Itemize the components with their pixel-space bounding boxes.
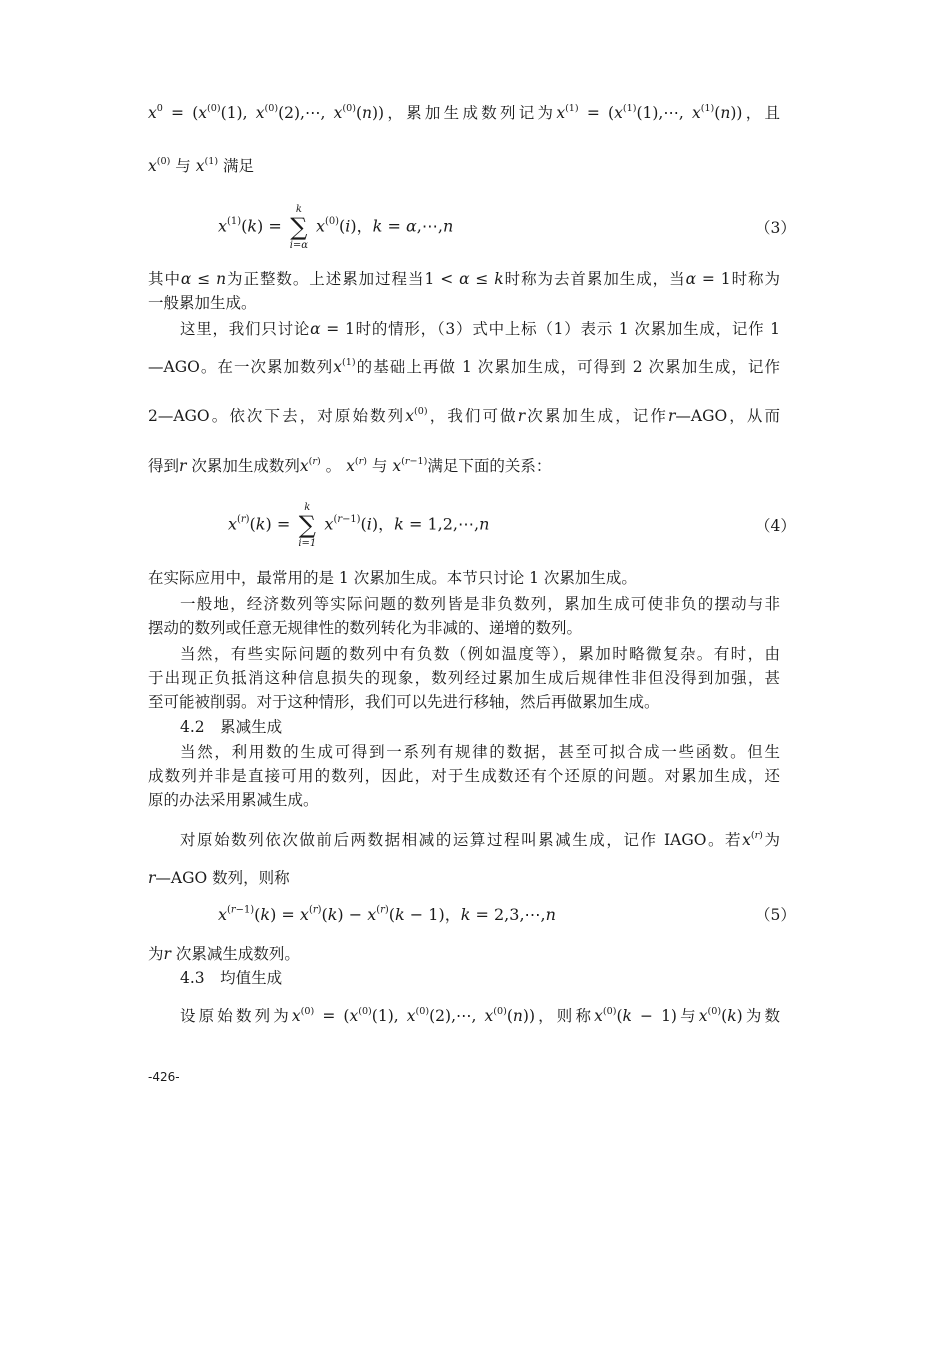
separator: ， [356,216,373,236]
text: 时的情形，（3）式中上标（1）表示 1 次累加生成，记作 1 [354,320,780,338]
text: 对原始数列依次做前后两数据相减的运算过程叫累减生成，记作 IAGO。若 [180,831,743,849]
text: 得到 [148,457,180,475]
text: 为正整数。上述累加过程当 [226,270,425,288]
separator: ， [378,514,395,534]
paragraph-line: 当然，利用数的生成可得到一系列有规律的数据，甚至可拟合成一些函数。但生 [180,743,780,761]
equation-number: （5） [755,906,796,924]
text: 为数 [742,1007,780,1025]
text: ，累加生成数列记为 [384,104,557,122]
paragraph-line: 于出现正负抵消这种信息损失的现象，数列经过累加生成后规律性非但没得到加强，甚 [148,669,780,687]
separator: ， [444,905,461,924]
paragraph-line: 原的办法采用累减生成。 [148,791,319,809]
paragraph-line: 一般累加生成。 [148,294,257,312]
text: 2—AGO。依次下去，对原始数列 [148,407,406,425]
page-number: -426- [148,1070,180,1084]
text: 与 [371,457,388,475]
paragraph-line: 在实际应用中，最常用的是 1 次累加生成。本节只讨论 1 次累加生成。 [148,569,637,587]
text: ，我们可做 [427,407,518,425]
equation-5: $x^{(r-1)}(k) = x^{(r)}(k) - x^{(r)}(k - 1)$，k = 2,3,⋯,n [218,904,556,924]
text: 次累减生成数列。 [175,945,300,963]
text: 次累加生成，记作 [525,407,668,425]
text: ，且 [742,104,780,122]
paragraph-line: —AGO。在一次累加数列$x^{(1)}$的基础上再做 1 次累加生成，可得到 2 次累加生成，记作 [148,356,780,376]
equation-number: （4） [755,517,796,535]
text: —AGO 数列，则称 [155,869,290,887]
equation-number: （3） [755,219,796,237]
text: —AGO，从而 [675,407,780,425]
text: 次累加生成数列 [191,457,300,475]
section-heading: 4.3 均值生成 [180,969,283,987]
text: 满足下面的关系： [427,457,552,475]
text: 与 [175,157,191,175]
text: 为 [148,945,164,963]
text: 这里，我们只讨论 [180,320,311,338]
paragraph-line: $x^{(0)}$ 与 $x^{(1)}$ 满足 [148,155,255,175]
paragraph-line: 其中α ≤ n为正整数。上述累加过程当1 < α ≤ k时称为去首累加生成，当α = 1时称为 [148,270,781,288]
paragraph-line: 成数列并非是直接可用的数列，因此，对于生成数还有个还原的问题。对累加生成，还 [148,767,780,785]
paragraph-line: 至可能被削弱。对于这种情形，我们可以先进行移轴，然后再做累加生成。 [148,693,660,711]
text: 与 [676,1007,699,1025]
text: 其中 [148,270,181,288]
paragraph-line: 一般地，经济数列等实际问题的数列皆是非负数列，累加生成可使非负的摆动与非 [180,595,780,613]
text: 的基础上再做 1 次累加生成，可得到 2 次累加生成，记作 [355,358,780,376]
paragraph-line: 当然，有些实际问题的数列中有负数（例如温度等），累加时略微复杂。有时，由 [180,645,780,663]
text: ，则称 [535,1007,595,1025]
text: 设原始数列为 [180,1007,292,1025]
paragraph-line: 2—AGO。依次下去，对原始数列$x^{(0)}$，我们可做r次累加生成，记作r—AGO，从而 [148,405,780,425]
section-heading: 4.2 累减生成 [180,718,283,736]
paragraph-line: 设原始数列为$x^{(0)} = (x^{(0)}(1)$, $x^{(0)}(2),\cdots$, $x^{(0)}(n)$)，则称$x^{(0)}(k - 1)$与$x^{(0)}(k)$为数 [180,1005,780,1025]
equation-4: $x^{(r)}(k)$ = k ∑ i=1 $x^{(r-1)}(i)$，k = 1,2,⋯,n [228,502,490,549]
text: 时称为 [730,270,781,288]
text: 。 [325,457,342,475]
paragraph-line: r—AGO 数列，则称 [148,869,290,887]
text: —AGO。在一次累加数列 [148,358,334,376]
text: 时称为去首累加生成，当 [503,270,686,288]
paragraph-line: 这里，我们只讨论α = 1时的情形，（3）式中上标（1）表示 1 次累加生成，记作 1 [180,320,780,338]
text: 满足 [223,157,255,175]
paragraph-line: 得到r 次累加生成数列$x^{(r)}$ 。 $x^{(r)}$ 与 $x^{(r-1)}$满足下面的关系： [148,455,552,475]
paragraph-line: $x^0 = (x^{(0)}(1)$, $x^{(0)}(2),\cdots$, $x^{(0)}(n)$)，累加生成数列记为$x^{(1)}$ = ($x^{(1)}(1),\cdots$, $x^{(1)}(n)$)，且 [148,102,780,122]
equation-3: $x^{(1)}(k)$ = k ∑ i=α $x^{(0)}(i)$，k = α,⋯,n [218,204,454,251]
paragraph-line: 对原始数列依次做前后两数据相减的运算过程叫累减生成，记作 IAGO。若$x^{(r)}$为 [180,829,780,849]
paragraph-line: 摆动的数列或任意无规律性的数列转化为非减的、递增的数列。 [148,619,583,637]
text: 为 [762,831,780,849]
paragraph-line: 为r 次累减生成数列。 [148,945,300,963]
